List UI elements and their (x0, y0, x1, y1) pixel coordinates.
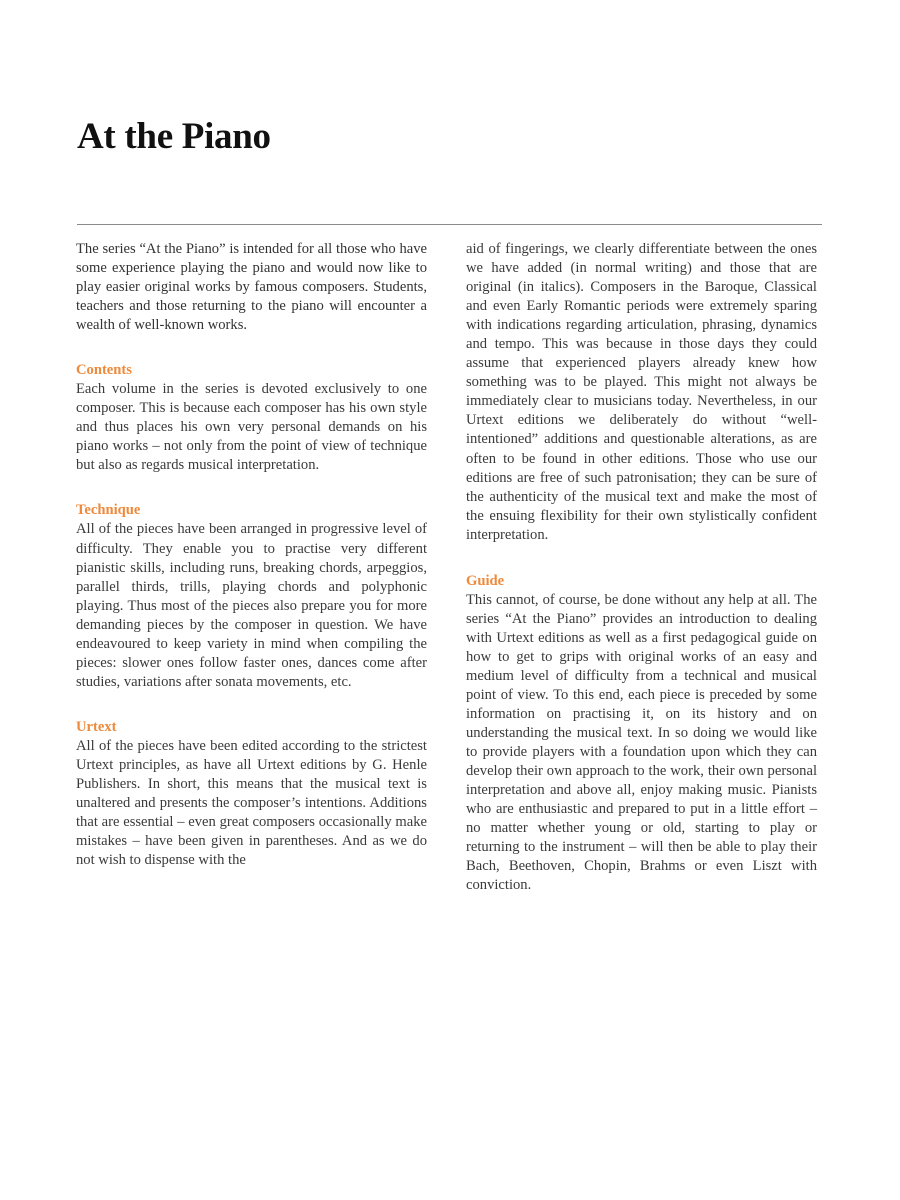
title-divider (77, 224, 822, 225)
page-title: At the Piano (77, 116, 271, 157)
section-body-guide: This cannot, of course, be done without any help at all. The series “At the Piano” provides an introduction to dealing with Urtext editions as well as a first pedagogical guide on how to get to grips with original works of an easy and medium level of difficulty from a technical and musical point of view. To this end, each piece is preceded by some information on practising it, on its history and on understanding the musical text. In so doing we would like to provide players with a foundation upon which they can develop their own approach to the work, their own personal interpretation and above all, enjoy making music. Pianists who are enthusiastic and prepared to put in a little effort – no matter whether young or old, starting to play or returning to the instrument – will then be able to play their Bach, Beethoven, Chopin, Brahms or even Liszt with conviction. (466, 591, 817, 894)
section-guide (466, 572, 817, 896)
left-column (76, 240, 427, 870)
section-heading-contents: Contents (76, 362, 132, 379)
section-heading-urtext: Urtext (76, 718, 117, 735)
section-urtext (76, 718, 427, 870)
section-technique (76, 501, 427, 691)
section-body-urtext-part1: All of the pieces have been edited according to the strictest Urtext principles, as have all Urtext editions by G. Henle Publishers. In short, this means that the musical text is unaltered and presents the composer’s intentions. Additions that are essential – even great composers occasionally make mistakes – have been given in parentheses. And as we do not wish to dispense with the (76, 737, 427, 869)
section-contents (76, 361, 427, 475)
section-heading-guide: Guide (466, 572, 505, 589)
intro-paragraph: The series “At the Piano” is intended for all those who have some experience playing the piano and would now like to play easier original works by famous composers. Students, teachers and those returning to the piano will encounter a wealth of well-known works. (76, 241, 427, 334)
section-heading-technique: Technique (76, 502, 141, 519)
section-body-urtext-part2: aid of fingerings, we clearly differentiate between the ones we have added (in normal writing) and those that are original (in italics). Composers in the Baroque, Classical and even Early Romantic periods were extremely sparing with indications regarding articulation, phrasing, dynamics and tempo. This was because in those days they could assume that experienced players already knew how something was to be played. This might not always be immediately clear to musicians today. Nevertheless, in our Urtext editions we deliberately do without “well-intentioned” additions and questionable alterations, as are often to be found in other editions. Those who use our editions are free of such patronisation; they can be sure of the authenticity of the musical text and make the most of the ensuing flexibility for their own stylistically confident interpretation. (466, 241, 817, 543)
section-body-technique: All of the pieces have been arranged in progressive level of difficulty. They enable you to practise very different pianistic skills, including runs, breaking chords, arpeggios, parallel thirds, trills, playing chords and polyphonic playing. Thus most of the pieces also prepare you for more demanding pieces by the composer in question. We have endeavoured to keep variety in mind when compiling the pieces: slower ones follow faster ones, dances come after studies, variations after sonata movements, etc. (76, 521, 427, 690)
section-body-contents: Each volume in the series is devoted exclusively to one composer. This is because each composer has his own style and thus places his own very personal demands on his piano works – not only from the point of view of technique but also as regards musical interpretation. (76, 381, 427, 474)
right-column (466, 240, 817, 896)
